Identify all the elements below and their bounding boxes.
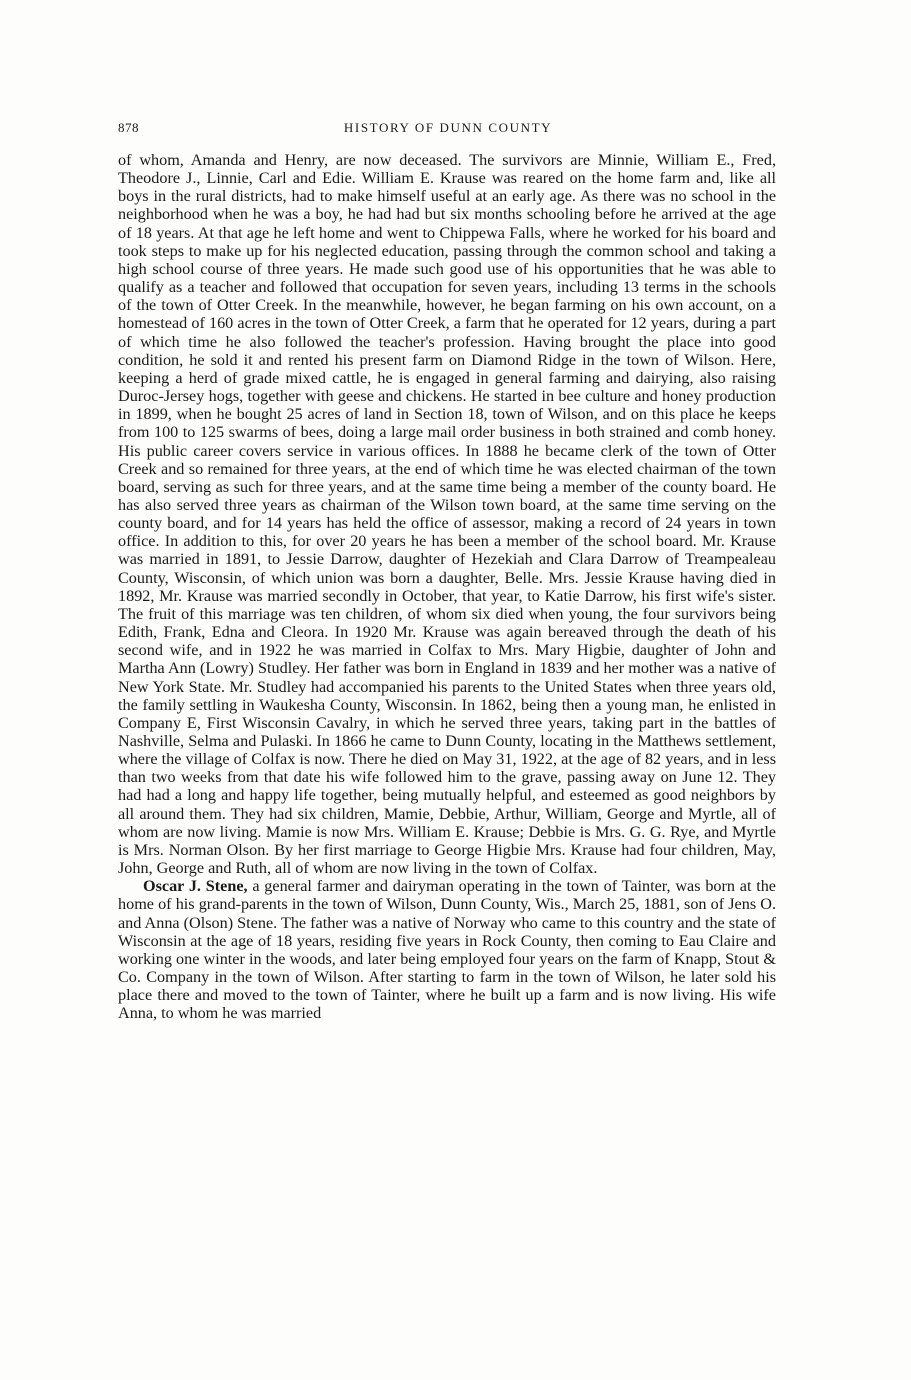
paragraph-krause-continued: of whom, Amanda and Henry, are now deceased. The survivors are Minnie, William E., Fred, Theodore J., Linnie, Carl and Edie. William E. Krause was reared on the home farm and, like all boys in the rural districts, had to make himself useful at an early age. As there was no school in the neighborhood when he was a boy, he had had but six months schooling before he arrived at the age of 18 years. At that age he left home and went to Chippewa Falls, where he worked for his board and took steps to make up for his neglected education, passing through the common school and taking a high school course of three years. He made such good use of his opportunities that he was able to qualify as a teacher and followed that occupation for seven years, including 13 terms in the schools of the town of Otter Creek. In the meanwhile, however, he began farming on his own account, on a homestead of 160 acres in the town of Otter Creek, a farm that he operated for 12 years, during a part of which time he also followed the teacher's profession. Having brought the place into good condition, he sold it and rented his present farm on Diamond Ridge in the town of Wilson. Here, keeping a herd of grade mixed cattle, he is engaged in general farming and dairying, also raising Duroc-Jersey hogs, together with geese and chickens. He started in bee culture and honey production in 1899, when he bought 25 acres of land in Section 18, town of Wilson, and on this place he keeps from 100 to 125 swarms of bees, doing a large mail order business in both strained and comb honey. His public career covers service in various offices. In 1888 he became clerk of the town of Otter Creek and so remained for three years, at the end of which time he was elected chairman of the town board, serving as such for three years, and at the same time being a member of the county board. He has also served three years as chairman of the Wilson town board, at the same time serving on the county board, and for 14 years has held the office of assessor, making a record of 24 years in town office. In addition to this, for over 20 years he has been a member of the school board. Mr. Krause was married in 1891, to Jessie Darrow, daughter of Hezekiah and Clara Darrow of Treampealeau County, Wisconsin, of which union was born a daughter, Belle. Mrs. Jessie Krause having died in 1892, Mr. Krause was married secondly in October, that year, to Katie Darrow, his first wife's sister. The fruit of this marriage was ten children, of whom six died when young, the four survivors being Edith, Frank, Edna and Cleora. In 1920 Mr. Krause was again bereaved through the death of his second wife, and in 1922 he was married in Colfax to Mrs. Mary Higbie, daughter of John and Martha Ann (Lowry) Studley. Her father was born in England in 1839 and her mother was a native of New York State. Mr. Studley had accompanied his parents to the United States when three years old, the family settling in Waukesha County, Wisconsin. In 1862, being then a young man, he enlisted in Company E, First Wisconsin Cavalry, in which he served three years, taking part in the battles of Nashville, Selma and Pulaski. In 1866 he came to Dunn County, locating in the Matthews settlement, where the village of Colfax is now. There he died on May 31, 1922, at the age of 82 years, and in less than two weeks from that date his wife followed him to the grave, passing away on June 12. They had had a long and happy life together, being mutually helpful, and esteemed as good neighbors by all around them. They had six children, Mamie, Debbie, Arthur, William, George and Myrtle, all of whom are now living. Mamie is now Mrs. William E. Krause; Debbie is Mrs. G. G. Rye, and Myrtle is Mrs. Norman Olson. By her first marriage to George Higbie Mrs. Krause had four children, May, John, George and Ruth, all of whom are now living in the town of Colfax.	[118, 151, 776, 878]
paragraph-stene-text: a general farmer and dairyman operating in the town of Tainter, was born at the home of his grand-parents in the town of Wilson, Dunn County, Wis., March 25, 1881, son of Jens O. and Anna (Olson) Stene. The father was a native of Norway who came to this country and the state of Wisconsin at the age of 18 years, residing five years in Rock County, then coming to Eau Claire and working one winter in the woods, and later being employed four years on the farm of Knapp, Stout & Co. Company in the town of Wilson. After starting to farm in the town of Wilson, he later sold his place there and moved to the town of Tainter, where he built up a farm and is now living. His wife Anna, to whom he was married	[118, 877, 776, 1023]
subject-name: Oscar J. Stene,	[143, 877, 248, 896]
page-number: 878	[118, 120, 139, 135]
paragraph-stene	[118, 877, 776, 1022]
running-title: HISTORY OF DUNN COUNTY	[343, 120, 553, 135]
body-text	[118, 151, 776, 1023]
running-head	[118, 120, 778, 140]
